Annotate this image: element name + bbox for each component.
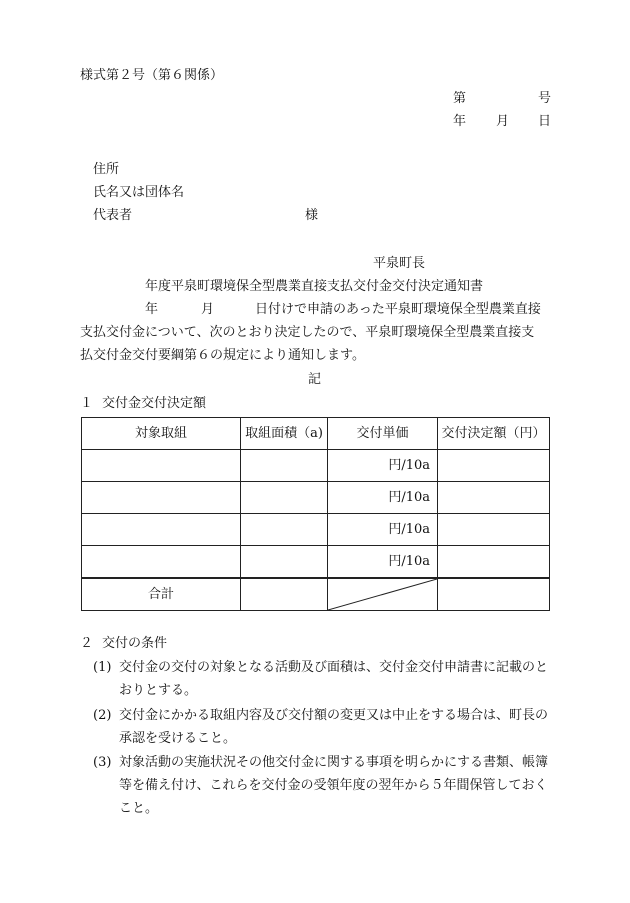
cell-unit-price: 円/10a (328, 514, 438, 546)
condition-item (93, 751, 551, 821)
table-header-row (82, 418, 550, 450)
condition-item (93, 704, 551, 750)
condition-number: (3) (93, 755, 112, 770)
cell-area (241, 450, 328, 482)
header-area: 取組面積（a) (241, 418, 328, 450)
cell-amount (438, 514, 550, 546)
cell-unit-price: 円/10a (328, 450, 438, 482)
condition-text: 交付金の交付の対象となる活動及び面積は、交付金交付申請書に記載のとおりとする。 (119, 660, 549, 698)
cell-unit-price: 円/10a (328, 482, 438, 514)
body-line3: 払交付金交付要綱第６の規定により通知します。 (80, 348, 365, 363)
ki-mark: 記 (308, 372, 322, 387)
body-month: 月 (201, 302, 215, 317)
body-year: 年 (145, 302, 159, 317)
cell-amount (438, 450, 550, 482)
body-line2: 支払交付金について、次のとおり決定したので、平泉町環境保全型農業直接支 (80, 325, 535, 340)
section1-number: １ (80, 396, 94, 411)
section2-number: ２ (80, 636, 94, 651)
addressee-address: 住所 (93, 162, 120, 177)
cell-activity (82, 514, 241, 546)
cell-area (241, 482, 328, 514)
cell-area (241, 514, 328, 546)
date-day: 日 (538, 114, 552, 129)
section2-heading (80, 635, 167, 653)
date-year: 年 (453, 114, 467, 129)
section1-heading (80, 395, 206, 413)
header-target-activity: 対象取組 (82, 418, 241, 450)
cell-area (241, 546, 328, 579)
addressee-representative: 代表者 (93, 208, 133, 223)
document-number-prefix: 第 (453, 91, 467, 106)
header-decided-amount: 交付決定額（円） (438, 418, 550, 450)
cell-activity (82, 450, 241, 482)
table-row (82, 450, 550, 482)
cell-amount (438, 546, 550, 579)
cell-activity (82, 482, 241, 514)
condition-number: (2) (93, 708, 112, 723)
addressee-name: 氏名又は団体名 (93, 185, 185, 200)
diagonal-line (328, 579, 437, 610)
body-line1: 日付けで申請のあった平泉町環境保全型農業直接 (255, 302, 541, 317)
total-unit-price-diagonal (328, 578, 438, 611)
cell-amount (438, 482, 550, 514)
document-number-suffix: 号 (538, 91, 552, 106)
cell-unit-price: 円/10a (328, 546, 438, 579)
condition-text: 対象活動の実施状況その他交付金に関する事項を明らかにする書類、帳簿等を備え付け、これらを交付金の受領年度の翌年から５年間保管しておくこと。 (119, 755, 549, 816)
condition-item (93, 656, 551, 702)
date-month: 月 (496, 114, 510, 129)
form-label: 様式第２号（第６関係） (80, 68, 224, 83)
cell-activity (82, 546, 241, 579)
section1-label: 交付金交付決定額 (102, 396, 207, 411)
condition-text: 交付金にかかる取組内容及び交付額の変更又は中止をする場合は、町長の承認を受けること。 (119, 708, 549, 746)
total-label: 合計 (82, 578, 241, 611)
addressee-honorific: 様 (305, 208, 319, 223)
table-row (82, 546, 550, 579)
header-unit-price: 交付単価 (328, 418, 438, 450)
total-area (241, 578, 328, 611)
grant-amount-table (81, 417, 550, 611)
section2-label: 交付の条件 (102, 636, 168, 651)
table-row (82, 514, 550, 546)
table-total-row (82, 578, 550, 611)
document-title: 年度平泉町環境保全型農業直接支払交付金交付決定通知書 (145, 279, 484, 294)
issuer: 平泉町長 (373, 256, 426, 271)
condition-number: (1) (93, 660, 112, 675)
total-amount (438, 578, 550, 611)
table-row (82, 482, 550, 514)
